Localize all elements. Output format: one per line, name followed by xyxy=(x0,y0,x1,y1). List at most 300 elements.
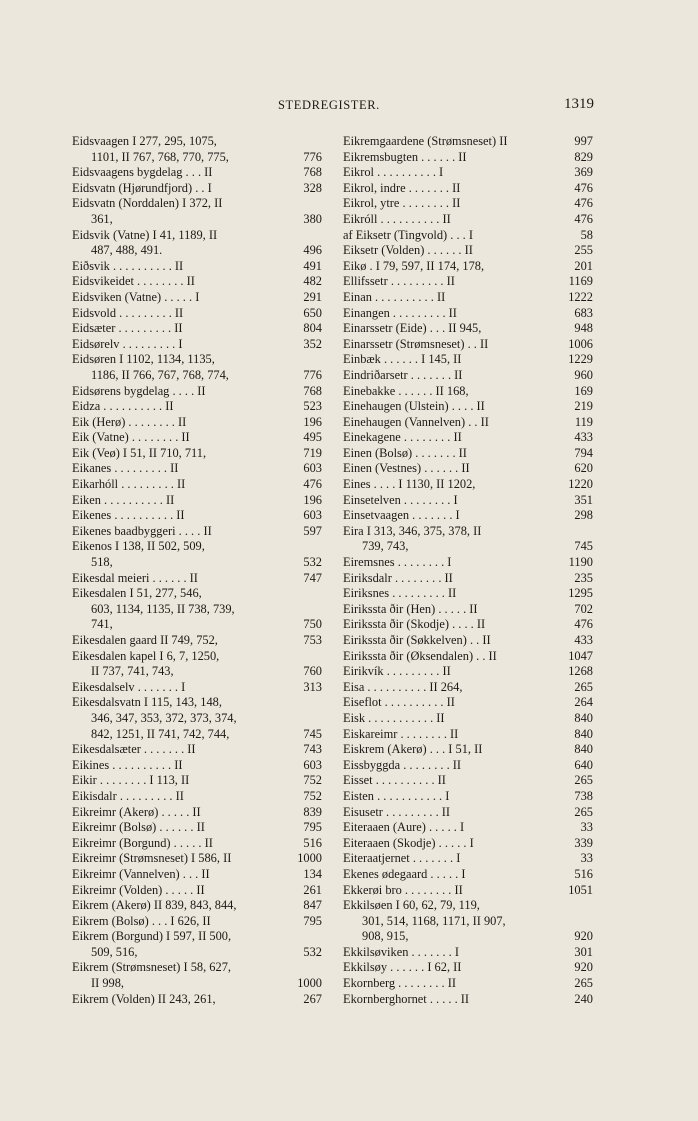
entry-page-ref: 1047 xyxy=(568,648,593,663)
index-entry xyxy=(343,290,593,306)
entry-page-ref: 1295 xyxy=(568,586,593,601)
entry-page-ref: 476 xyxy=(574,617,593,632)
index-entry xyxy=(72,446,322,462)
running-title: STEDREGISTER. xyxy=(278,98,380,112)
entry-text: 1101, II 767, 768, 770, 775, xyxy=(91,149,229,164)
index-entry xyxy=(343,555,593,571)
entry-text: Eidsvatn (Hjørundfjord) . . I xyxy=(72,180,212,195)
index-entry xyxy=(72,898,322,914)
index-entry xyxy=(343,196,593,212)
entry-page-ref: 201 xyxy=(574,258,593,273)
index-entry xyxy=(343,805,593,821)
index-entry xyxy=(72,649,322,665)
index-entry xyxy=(72,228,322,244)
right-index-column xyxy=(343,134,593,1007)
entry-page-ref: 264 xyxy=(574,695,593,710)
entry-page-ref: 265 xyxy=(574,773,593,788)
entry-text: 346, 347, 353, 372, 373, 374, xyxy=(91,710,237,725)
entry-text: Eisk . . . . . . . . . . . II xyxy=(343,710,445,725)
entry-text: Eiskareimr . . . . . . . . II xyxy=(343,726,459,741)
entry-page-ref: 495 xyxy=(303,430,322,445)
entry-text: Eikreimr (Bolsø) . . . . . . II xyxy=(72,820,205,835)
entry-text: Eikróll . . . . . . . . . . II xyxy=(343,211,451,226)
index-entry xyxy=(72,243,322,259)
entry-page-ref: 433 xyxy=(574,633,593,647)
entry-text: Eiken . . . . . . . . . . II xyxy=(72,492,175,507)
index-entry xyxy=(72,680,322,696)
entry-text: Eikreimr (Strømsneset) I 586, II xyxy=(72,851,232,866)
index-entry xyxy=(72,976,322,992)
entry-text: Eikesdalsæter . . . . . . . II xyxy=(72,742,196,757)
index-entry xyxy=(343,446,593,462)
entry-page-ref: 776 xyxy=(303,149,322,164)
entry-page-ref: 1220 xyxy=(568,477,593,492)
index-entry xyxy=(343,836,593,852)
entry-page-ref: 491 xyxy=(303,258,322,273)
index-entry xyxy=(72,664,322,680)
entry-text: Einsetvaagen . . . . . . . I xyxy=(343,508,460,523)
index-entry xyxy=(343,649,593,665)
entry-text: Eidsvaagen I 277, 295, 1075, xyxy=(72,134,217,148)
left-index-column xyxy=(72,134,322,1007)
index-entry xyxy=(343,773,593,789)
entry-text: Eisa . . . . . . . . . . II 264, xyxy=(343,679,463,694)
entry-text: Eiteraaen (Aure) . . . . . I xyxy=(343,820,465,835)
entry-page-ref: 298 xyxy=(574,508,593,523)
entry-page-ref: 753 xyxy=(303,633,322,647)
index-entry xyxy=(343,259,593,275)
entry-page-ref: 804 xyxy=(303,321,322,336)
index-entry xyxy=(343,368,593,384)
entry-page-ref: 476 xyxy=(303,477,322,492)
index-entry xyxy=(343,758,593,774)
index-entry xyxy=(72,165,322,181)
index-entry xyxy=(72,820,322,836)
entry-page-ref: 523 xyxy=(303,399,322,414)
entry-page-ref: 747 xyxy=(303,570,322,585)
index-entry xyxy=(343,134,593,150)
index-entry xyxy=(343,461,593,477)
entry-page-ref: 620 xyxy=(574,461,593,476)
entry-text: Eidza . . . . . . . . . . II xyxy=(72,399,174,414)
index-entry xyxy=(72,461,322,477)
index-entry xyxy=(343,477,593,493)
index-entry xyxy=(343,742,593,758)
entry-page-ref: 328 xyxy=(303,180,322,195)
index-entry xyxy=(343,493,593,509)
entry-page-ref: 650 xyxy=(303,305,322,320)
entry-text: Eisusetr . . . . . . . . . II xyxy=(343,804,451,819)
entry-text: Eikremgaardene (Strømsneset) II xyxy=(343,134,508,148)
entry-text: Eikrol, ytre . . . . . . . . II xyxy=(343,196,461,211)
entry-text: Eikreimr (Volden) . . . . . II xyxy=(72,882,205,897)
entry-text: Ekenes ødegaard . . . . . I xyxy=(343,866,466,881)
index-entry xyxy=(343,898,593,914)
entry-page-ref: 920 xyxy=(574,960,593,975)
entry-text: Einangen . . . . . . . . . II xyxy=(343,305,457,320)
entry-text: Eikø . I 79, 597, II 174, 178, xyxy=(343,258,485,273)
entry-text: Eidsvaagens bygdelag . . . II xyxy=(72,165,213,180)
entry-page-ref: 719 xyxy=(303,445,322,460)
entry-page-ref: 476 xyxy=(574,180,593,195)
entry-text: Eidsvold . . . . . . . . . II xyxy=(72,305,184,320)
index-entry xyxy=(72,602,322,618)
entry-text: Eiskrem (Akerø) . . . I 51, II xyxy=(343,742,483,757)
index-entry xyxy=(72,368,322,384)
entry-text: Ekkilsøviken . . . . . . . I xyxy=(343,944,459,959)
index-entry xyxy=(343,352,593,368)
entry-page-ref: 829 xyxy=(574,149,593,164)
index-entry xyxy=(72,789,322,805)
entry-page-ref: 997 xyxy=(574,134,593,148)
index-entry xyxy=(343,633,593,649)
entry-text: Einen (Vestnes) . . . . . . II xyxy=(343,461,470,476)
entry-page-ref: 352 xyxy=(303,336,322,351)
entry-page-ref: 948 xyxy=(574,321,593,336)
entry-text: Einarssetr (Strømsneset) . . II xyxy=(343,336,489,351)
entry-text: 741, xyxy=(91,617,113,632)
entry-text: Eiðsvik . . . . . . . . . . II xyxy=(72,258,184,273)
index-entry xyxy=(343,680,593,696)
entry-text: Eikrem (Borgund) I 597, II 500, xyxy=(72,929,232,944)
entry-text: Eikesdalen I 51, 277, 546, xyxy=(72,586,202,601)
page-number: 1319 xyxy=(564,96,594,112)
entry-page-ref: 380 xyxy=(303,211,322,226)
entry-text: Eikesdalselv . . . . . . . I xyxy=(72,679,186,694)
entry-text: Eikrem (Strømsneset) I 58, 627, xyxy=(72,960,231,975)
entry-page-ref: 768 xyxy=(303,383,322,398)
entry-text: Eiseflot . . . . . . . . . . II xyxy=(343,695,455,710)
index-entry xyxy=(343,992,593,1008)
entry-page-ref: 496 xyxy=(303,243,322,258)
entry-text: Eikrem (Bolsø) . . . I 626, II xyxy=(72,913,211,928)
index-entry xyxy=(343,617,593,633)
entry-page-ref: 768 xyxy=(303,165,322,180)
entry-page-ref: 597 xyxy=(303,523,322,538)
entry-page-ref: 1190 xyxy=(568,555,593,570)
entry-text: Eines . . . . I 1130, II 1202, xyxy=(343,477,476,492)
index-entry xyxy=(72,508,322,524)
entry-page-ref: 58 xyxy=(580,227,593,242)
entry-text: II 737, 741, 743, xyxy=(91,664,174,679)
index-entry xyxy=(343,539,593,555)
entry-page-ref: 351 xyxy=(574,492,593,507)
index-entry xyxy=(72,555,322,571)
index-entry xyxy=(72,150,322,166)
entry-page-ref: 745 xyxy=(574,539,593,554)
index-entry xyxy=(343,399,593,415)
entry-text: Eikenes . . . . . . . . . . II xyxy=(72,508,185,523)
entry-page-ref: 795 xyxy=(303,820,322,835)
entry-page-ref: 1006 xyxy=(568,336,593,351)
index-entry xyxy=(343,851,593,867)
index-entry xyxy=(72,929,322,945)
entry-page-ref: 840 xyxy=(574,726,593,741)
entry-page-ref: 33 xyxy=(580,820,593,835)
entry-text: Einebakke . . . . . . II 168, xyxy=(343,383,469,398)
entry-text: Eikenos I 138, II 502, 509, xyxy=(72,539,205,554)
index-entry xyxy=(72,851,322,867)
index-entry xyxy=(72,586,322,602)
entry-text: Eikarhóll . . . . . . . . . II xyxy=(72,477,186,492)
entry-page-ref: 840 xyxy=(574,742,593,757)
entry-text: Eik (Veø) I 51, II 710, 711, xyxy=(72,445,207,460)
entry-text: Eiteraaen (Skodje) . . . . . I xyxy=(343,835,474,850)
index-entry xyxy=(72,836,322,852)
entry-text: Eikisdalr . . . . . . . . . II xyxy=(72,788,184,803)
entry-text: 603, 1134, 1135, II 738, 739, xyxy=(91,601,235,616)
entry-page-ref: 760 xyxy=(303,664,322,679)
entry-page-ref: 134 xyxy=(303,866,322,881)
entry-page-ref: 196 xyxy=(303,414,322,429)
entry-page-ref: 960 xyxy=(574,367,593,382)
entry-text: Einen (Bolsø) . . . . . . . II xyxy=(343,445,467,460)
entry-page-ref: 702 xyxy=(574,601,593,616)
entry-page-ref: 752 xyxy=(303,773,322,788)
index-entry xyxy=(343,274,593,290)
index-entry xyxy=(343,789,593,805)
index-entry xyxy=(72,539,322,555)
entry-page-ref: 640 xyxy=(574,757,593,772)
entry-text: Eiksetr (Volden) . . . . . . II xyxy=(343,243,473,258)
entry-page-ref: 482 xyxy=(303,274,322,289)
entry-text: Eirikssta ðir (Hen) . . . . . II xyxy=(343,601,478,616)
index-entry xyxy=(72,259,322,275)
entry-text: Eirikvík . . . . . . . . . II xyxy=(343,664,451,679)
index-entry xyxy=(343,711,593,727)
entry-page-ref: 1000 xyxy=(297,976,322,991)
index-entry xyxy=(72,711,322,727)
index-entry xyxy=(72,306,322,322)
entry-text: Eidsvikeidet . . . . . . . . II xyxy=(72,274,195,289)
entry-page-ref: 1000 xyxy=(297,851,322,866)
entry-text: Eiremsnes . . . . . . . . I xyxy=(343,555,452,570)
index-entry xyxy=(343,727,593,743)
index-entry xyxy=(343,867,593,883)
index-entry xyxy=(72,617,322,633)
entry-text: Eikrem (Volden) II 243, 261, xyxy=(72,991,216,1006)
index-entry xyxy=(343,524,593,540)
index-entry xyxy=(343,586,593,602)
entry-text: 908, 915, xyxy=(362,929,409,944)
index-entry xyxy=(72,274,322,290)
index-entry xyxy=(72,867,322,883)
entry-text: af Eiksetr (Tingvold) . . . I xyxy=(343,227,473,242)
entry-page-ref: 261 xyxy=(303,882,322,897)
index-entry xyxy=(72,415,322,431)
entry-page-ref: 265 xyxy=(574,804,593,819)
entry-text: Eikrol, indre . . . . . . . II xyxy=(343,180,461,195)
entry-text: Eikrol . . . . . . . . . . I xyxy=(343,165,444,180)
page-header xyxy=(74,96,594,116)
index-entry xyxy=(72,321,322,337)
entry-page-ref: 752 xyxy=(303,788,322,803)
index-entry xyxy=(72,960,322,976)
index-entry xyxy=(343,212,593,228)
index-entry xyxy=(343,306,593,322)
entry-text: Ekornberghornet . . . . . II xyxy=(343,991,470,1006)
entry-text: 509, 516, xyxy=(91,944,138,959)
entry-text: Ellifssetr . . . . . . . . . II xyxy=(343,274,455,289)
entry-page-ref: 776 xyxy=(303,367,322,382)
entry-text: Eikines . . . . . . . . . . II xyxy=(72,757,183,772)
entry-page-ref: 795 xyxy=(303,913,322,928)
entry-page-ref: 255 xyxy=(574,243,593,258)
index-entry xyxy=(72,883,322,899)
index-entry xyxy=(343,976,593,992)
index-entry xyxy=(72,399,322,415)
entry-text: 487, 488, 491. xyxy=(91,243,163,258)
entry-text: 739, 743, xyxy=(362,539,409,554)
entry-text: Eikesdalen gaard II 749, 752, xyxy=(72,633,218,647)
entry-page-ref: 745 xyxy=(303,726,322,741)
entry-page-ref: 920 xyxy=(574,929,593,944)
index-entry xyxy=(343,929,593,945)
index-entry xyxy=(343,384,593,400)
index-entry xyxy=(72,914,322,930)
entry-page-ref: 476 xyxy=(574,211,593,226)
entry-page-ref: 301 xyxy=(574,944,593,959)
entry-page-ref: 794 xyxy=(574,445,593,460)
entry-text: Eik (Herø) . . . . . . . . II xyxy=(72,414,187,429)
index-entry xyxy=(343,430,593,446)
index-entry xyxy=(343,695,593,711)
index-entry xyxy=(72,992,322,1008)
index-entry xyxy=(72,945,322,961)
entry-text: Eik (Vatne) . . . . . . . . II xyxy=(72,430,190,445)
entry-text: Eidsæter . . . . . . . . . II xyxy=(72,321,183,336)
index-entry xyxy=(343,571,593,587)
index-entry xyxy=(72,727,322,743)
entry-page-ref: 433 xyxy=(574,430,593,445)
index-entry xyxy=(72,773,322,789)
entry-text: Eikremsbugten . . . . . . II xyxy=(343,149,467,164)
index-entry xyxy=(72,758,322,774)
index-entry xyxy=(343,945,593,961)
entry-page-ref: 1169 xyxy=(568,274,593,289)
entry-page-ref: 603 xyxy=(303,508,322,523)
entry-text: Eikenes baadbyggeri . . . . II xyxy=(72,523,212,538)
entry-text: Ekornberg . . . . . . . . II xyxy=(343,976,456,991)
index-entry xyxy=(72,181,322,197)
index-entry xyxy=(72,493,322,509)
entry-text: Ekkerøi bro . . . . . . . . II xyxy=(343,882,463,897)
index-entry xyxy=(343,415,593,431)
index-entry xyxy=(343,243,593,259)
entry-text: Einekagene . . . . . . . . II xyxy=(343,430,462,445)
entry-page-ref: 840 xyxy=(574,710,593,725)
entry-page-ref: 532 xyxy=(303,944,322,959)
entry-page-ref: 683 xyxy=(574,305,593,320)
entry-page-ref: 516 xyxy=(303,835,322,850)
entry-page-ref: 369 xyxy=(574,165,593,180)
entry-page-ref: 516 xyxy=(574,866,593,881)
entry-page-ref: 1268 xyxy=(568,664,593,679)
entry-page-ref: 219 xyxy=(574,399,593,414)
index-entry xyxy=(72,633,322,649)
entry-text: Eikir . . . . . . . . I 113, II xyxy=(72,773,190,788)
entry-page-ref: 265 xyxy=(574,679,593,694)
entry-text: Eikesdalen kapel I 6, 7, 1250, xyxy=(72,648,220,663)
index-entry xyxy=(343,165,593,181)
entry-page-ref: 532 xyxy=(303,555,322,570)
index-entry xyxy=(72,742,322,758)
entry-text: Einehaugen (Vannelven) . . II xyxy=(343,414,489,429)
entry-text: Eiriksnes . . . . . . . . . II xyxy=(343,586,457,601)
entry-page-ref: 339 xyxy=(574,835,593,850)
entry-page-ref: 291 xyxy=(303,289,322,304)
entry-text: Eirikssta ðir (Skodje) . . . . II xyxy=(343,617,486,632)
index-entry xyxy=(343,337,593,353)
entry-page-ref: 1222 xyxy=(568,289,593,304)
index-entry xyxy=(72,134,322,150)
entry-text: Eikreimr (Borgund) . . . . . II xyxy=(72,835,213,850)
index-entry xyxy=(343,602,593,618)
index-entry xyxy=(72,384,322,400)
entry-page-ref: 313 xyxy=(303,679,322,694)
entry-text: Eidsørens bygdelag . . . . II xyxy=(72,383,206,398)
entry-text: Eidsvik (Vatne) I 41, 1189, II xyxy=(72,227,218,242)
entry-page-ref: 235 xyxy=(574,570,593,585)
entry-text: 1186, II 766, 767, 768, 774, xyxy=(91,367,229,382)
index-entry xyxy=(343,150,593,166)
index-entry xyxy=(343,960,593,976)
entry-page-ref: 476 xyxy=(574,196,593,211)
entry-text: Ekkilsøen I 60, 62, 79, 119, xyxy=(343,898,480,913)
entry-text: Eidsviken (Vatne) . . . . . I xyxy=(72,289,200,304)
entry-page-ref: 119 xyxy=(574,414,593,429)
entry-page-ref: 1229 xyxy=(568,352,593,367)
entry-page-ref: 169 xyxy=(574,383,593,398)
entry-page-ref: 33 xyxy=(580,851,593,866)
entry-text: Einbæk . . . . . . I 145, II xyxy=(343,352,462,367)
entry-page-ref: 839 xyxy=(303,804,322,819)
entry-text: Eidsvatn (Norddalen) I 372, II xyxy=(72,196,223,211)
entry-page-ref: 750 xyxy=(303,617,322,632)
entry-text: Eikanes . . . . . . . . . II xyxy=(72,461,179,476)
entry-text: Ekkilsøy . . . . . . I 62, II xyxy=(343,960,462,975)
index-entry xyxy=(72,571,322,587)
index-entry xyxy=(72,524,322,540)
index-entry xyxy=(343,820,593,836)
entry-text: Eidsøren I 1102, 1134, 1135, xyxy=(72,352,215,367)
index-entry xyxy=(72,805,322,821)
index-entry xyxy=(72,430,322,446)
entry-text: Eisset . . . . . . . . . . II xyxy=(343,773,446,788)
entry-text: Eikesdal meieri . . . . . . II xyxy=(72,570,198,585)
entry-page-ref: 603 xyxy=(303,757,322,772)
entry-text: Eikesdalsvatn I 115, 143, 148, xyxy=(72,695,222,710)
entry-page-ref: 603 xyxy=(303,461,322,476)
entry-text: Eirikssta ðir (Øksendalen) . . II xyxy=(343,648,497,663)
entry-page-ref: 196 xyxy=(303,492,322,507)
index-entry xyxy=(72,695,322,711)
index-entry xyxy=(343,181,593,197)
entry-text: 518, xyxy=(91,555,113,570)
entry-text: Eiriksdalr . . . . . . . . II xyxy=(343,570,453,585)
index-entry xyxy=(343,883,593,899)
index-entry xyxy=(343,664,593,680)
entry-text: Eidsørelv . . . . . . . . . I xyxy=(72,336,183,351)
index-entry xyxy=(72,337,322,353)
entry-page-ref: 847 xyxy=(303,898,322,913)
entry-text: Eiteraatjernet . . . . . . . I xyxy=(343,851,461,866)
entry-page-ref: 1051 xyxy=(568,882,593,897)
entry-text: 361, xyxy=(91,211,113,226)
entry-text: Einehaugen (Ulstein) . . . . II xyxy=(343,399,485,414)
index-entry xyxy=(343,321,593,337)
entry-text: Eirikssta ðir (Søkkelven) . . II xyxy=(343,633,491,647)
